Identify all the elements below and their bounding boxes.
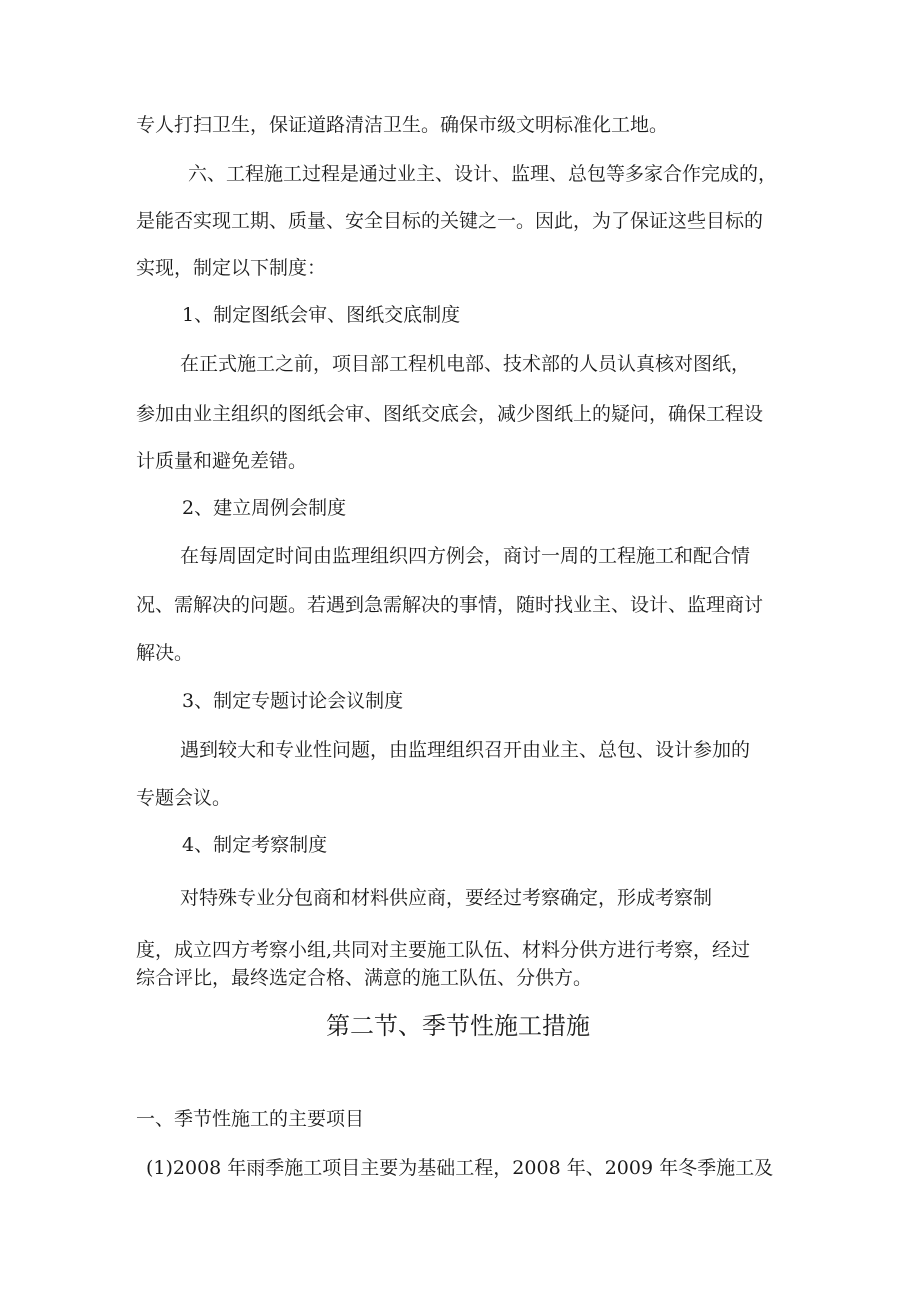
subheading: 一、季节性施工的主要项目 <box>136 1108 365 1130</box>
list-heading: 1、制定图纸会审、图纸交底制度 <box>182 304 461 326</box>
list-heading: 2、建立周例会制度 <box>182 497 347 519</box>
paragraph-line: 况、需解决的问题。若遇到急需解决的事情，随时找业主、设计、监理商讨 <box>136 594 764 616</box>
paragraph-line: 解决。 <box>136 642 194 664</box>
paragraph-line: 参加由业主组织的图纸会审、图纸交底会，减少图纸上的疑问，确保工程设 <box>136 403 764 425</box>
list-heading: 3、制定专题讨论会议制度 <box>182 690 404 712</box>
paragraph-line: 专人打扫卫生，保证道路清洁卫生。确保市级文明标准化工地。 <box>136 114 669 136</box>
list-heading: 4、制定考察制度 <box>182 834 328 856</box>
section-heading: 第二节、季节性施工措施 <box>326 1012 590 1040</box>
paragraph-line: 实现，制定以下制度： <box>136 257 327 279</box>
paragraph-line: 六、工程施工过程是通过业主、设计、监理、总包等多家合作完成的， <box>188 163 778 185</box>
paragraph-line: 计质量和避免差错。 <box>136 450 308 472</box>
paragraph-line: (1)2008 年雨季施工项目主要为基础工程，2008 年、2009 年冬季施工及 <box>146 1157 774 1179</box>
paragraph-line: 对特殊专业分包商和材料供应商，要经过考察确定，形成考察制 <box>180 887 713 909</box>
paragraph-line: 遇到较大和专业性问题，由监理组织召开由业主、总包、设计参加的 <box>180 739 751 761</box>
paragraph-line: 在每周固定时间由监理组织四方例会，商讨一周的工程施工和配合情 <box>180 545 751 567</box>
paragraph-line: 是能否实现工期、质量、安全目标的关键之一。因此，为了保证这些目标的 <box>136 210 764 232</box>
paragraph-line: 度，成立四方考察小组,共同对主要施工队伍、材料分供方进行考察，经过 <box>136 939 751 961</box>
paragraph-line: 专题会议。 <box>136 787 232 809</box>
paragraph-line: 综合评比，最终选定合格、满意的施工队伍、分供方。 <box>136 967 593 989</box>
paragraph-line: 在正式施工之前，项目部工程机电部、技术部的人员认真核对图纸， <box>180 353 751 375</box>
